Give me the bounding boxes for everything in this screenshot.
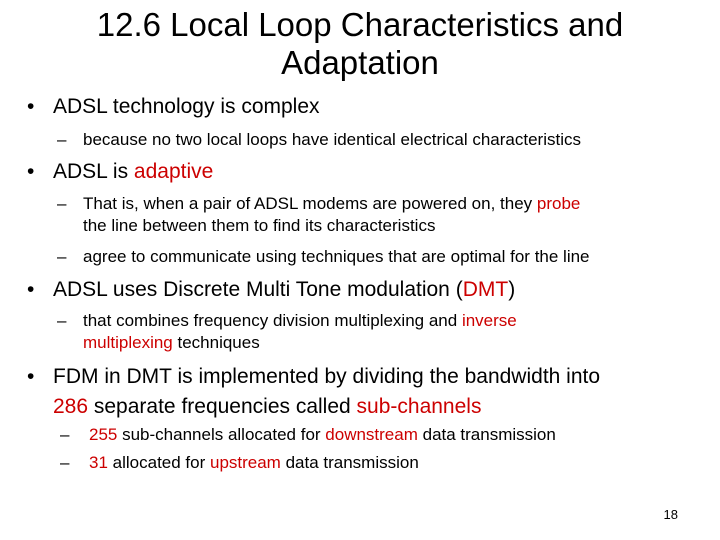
dash-mark: – (57, 130, 67, 149)
subbullet-text: agree to communicate using techniques that are optimal for the line (83, 247, 590, 266)
highlight-inverse: inverse (461, 311, 517, 330)
slide-title-line-2: Adaptation (281, 44, 439, 81)
subbullet-text-part: that combines frequency division multiplexing and (83, 311, 462, 330)
dash-mark: – (60, 425, 70, 444)
subbullet-text (89, 424, 556, 446)
slide-title (0, 6, 720, 82)
page-number: 18 (663, 507, 678, 522)
subbullet-text-part: techniques (172, 333, 260, 352)
subbullet-text (89, 452, 419, 474)
dash-mark: – (57, 247, 67, 266)
dash-mark: – (60, 453, 70, 472)
bullet-mark: • (27, 278, 35, 301)
bullet-text (53, 157, 213, 187)
subbullet-text-part: That is, when a pair of ADSL modems are powered on, they (83, 194, 537, 213)
subbullet-text-part: data transmission (280, 453, 419, 472)
highlight-sub-channels: sub-channels (356, 395, 482, 418)
subbullet-text (83, 310, 517, 354)
highlight-downstream: downstream (325, 425, 418, 444)
dash-mark: – (57, 194, 67, 213)
subbullet-text-part: allocated for (107, 453, 210, 472)
bullet-text-part: ADSL is (53, 160, 134, 183)
dash-mark: – (57, 311, 67, 330)
subbullet-text-part: data transmission (417, 425, 556, 444)
bullet-text-part: ADSL uses Discrete Multi Tone modulation ( (53, 278, 463, 301)
highlight-dmt: DMT (462, 278, 509, 301)
subbullet-text-part: sub-channels allocated for (117, 425, 326, 444)
bullet-mark: • (27, 95, 35, 118)
bullet-text (53, 275, 515, 305)
bullet-text: ADSL technology is complex (53, 95, 320, 118)
highlight-286: 286 (53, 395, 89, 418)
highlight-upstream: upstream (209, 453, 281, 472)
subbullet-text (83, 193, 580, 237)
bullet-text-line-1: FDM in DMT is implemented by dividing the bandwidth into (53, 365, 601, 388)
highlight-255: 255 (89, 425, 118, 444)
highlight-adaptive: adaptive (133, 160, 214, 183)
slide-title-line-1: 12.6 Local Loop Characteristics and (96, 6, 624, 43)
highlight-31: 31 (89, 453, 108, 472)
subbullet-text: because no two local loops have identical electrical characteristics (83, 130, 581, 149)
bullet-text-part: ) (508, 278, 516, 301)
bullet-mark: • (27, 160, 35, 183)
highlight-probe: probe (536, 194, 581, 213)
highlight-multiplexing: multiplexing (83, 333, 173, 352)
bullet-mark: • (27, 365, 35, 388)
bullet-text-part: separate frequencies called (88, 395, 357, 418)
subbullet-text-line-2: the line between them to find its characteristics (83, 216, 436, 235)
bullet-text (53, 362, 600, 422)
